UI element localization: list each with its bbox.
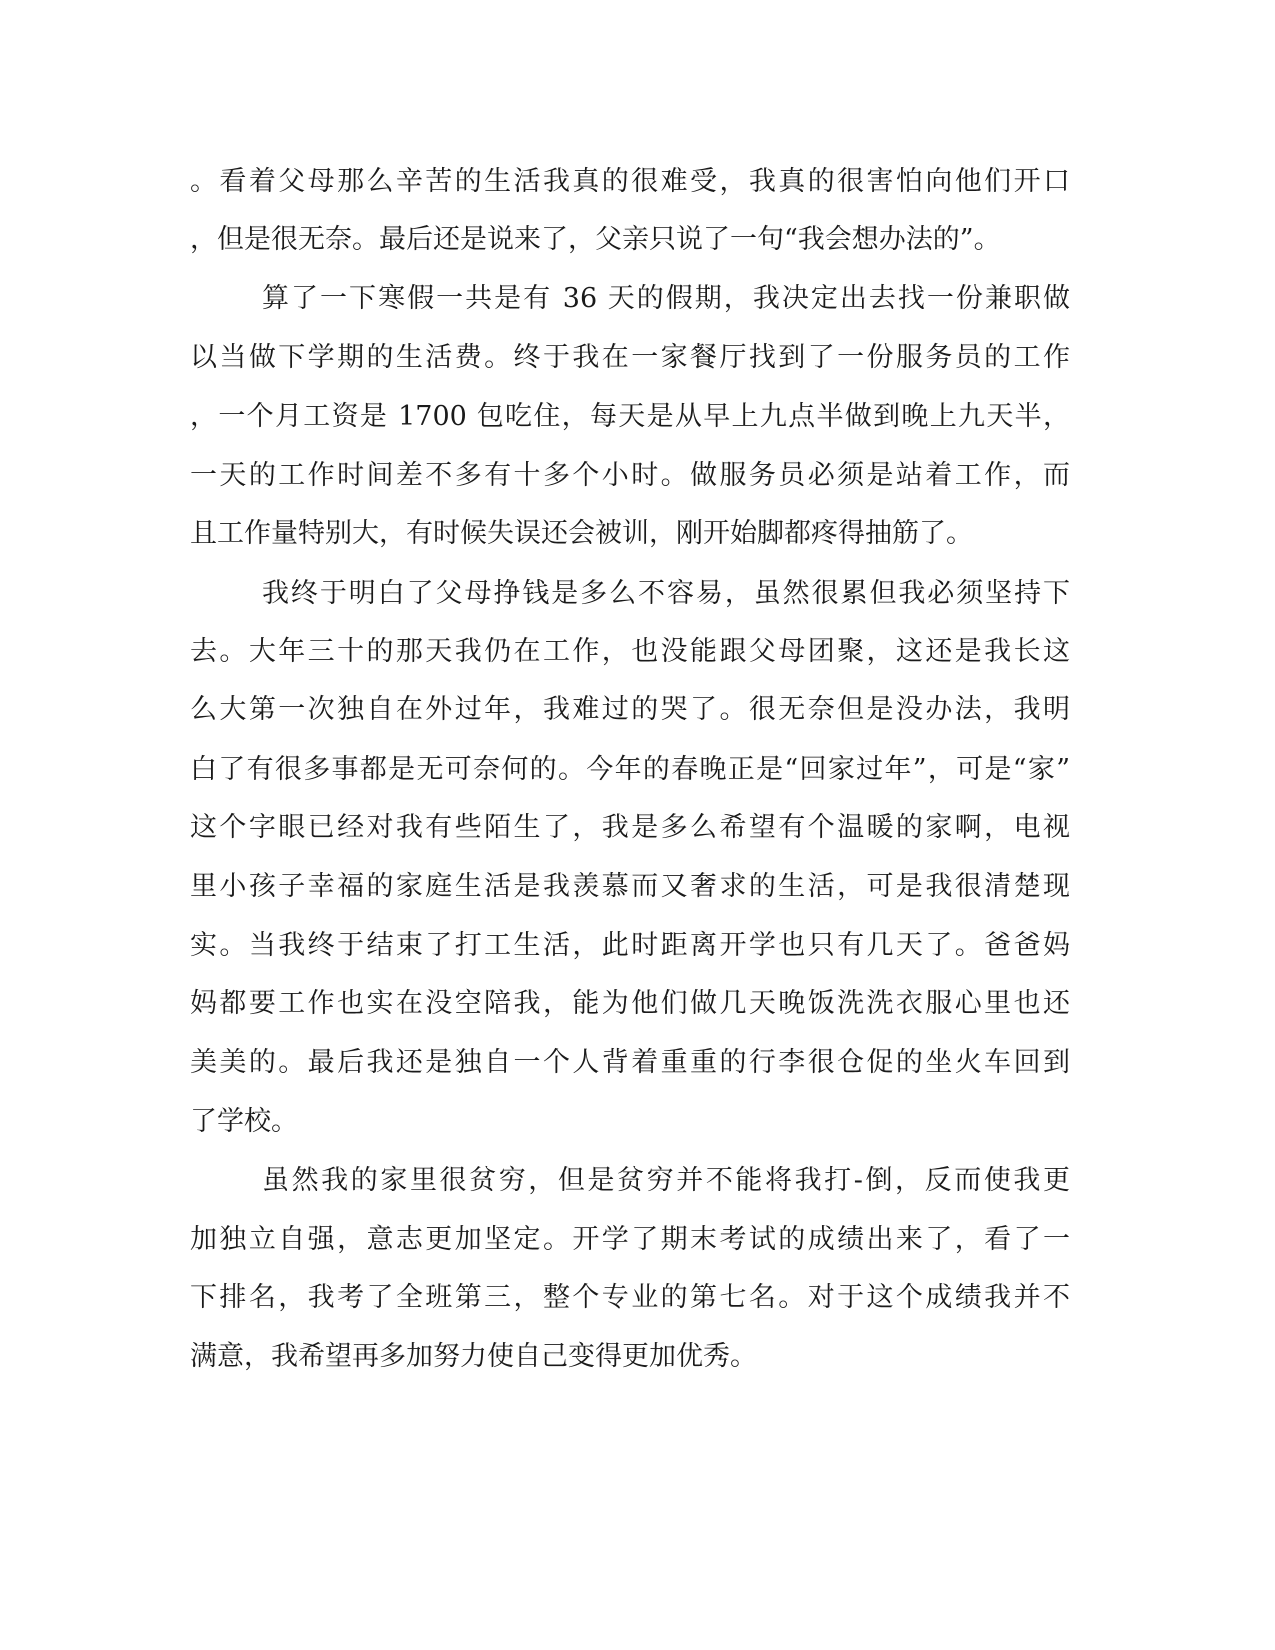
text-line: ，但是很无奈。最后还是说来了，父亲只说了一句“我会想办法的”。	[190, 224, 1001, 255]
paragraph-start-line: 虽然我的家里很贫穷，但是贫穷并不能将我打-倒，反而使我更	[262, 1165, 1070, 1196]
text-line: 一天的工作时间差不多有十多个小时。做服务员必须是站着工作，而	[190, 460, 1070, 491]
paragraph-start-line: 我终于明白了父母挣钱是多么不容易，虽然很累但我必须坚持下	[262, 578, 1070, 609]
text-line: 妈都要工作也实在没空陪我，能为他们做几天晚饭洗洗衣服心里也还	[190, 988, 1070, 1019]
text-line: 么大第一次独自在外过年，我难过的哭了。很无奈但是没办法，我明	[190, 694, 1070, 725]
text-line: 这个字眼已经对我有些陌生了，我是多么希望有个温暖的家啊，电视	[190, 812, 1070, 843]
text-line: 以当做下学期的生活费。终于我在一家餐厅找到了一份服务员的工作	[190, 342, 1070, 373]
paragraph-start-line: 算了一下寒假一共是有 36 天的假期，我决定出去找一份兼职做	[262, 283, 1070, 314]
text-line: 白了有很多事都是无可奈何的。今年的春晚正是“回家过年”，可是“家”	[190, 754, 1070, 785]
text-line: 里小孩子幸福的家庭生活是我羡慕而又奢求的生活，可是我很清楚现	[190, 871, 1070, 902]
text-line: 。看着父母那么辛苦的生活我真的很难受，我真的很害怕向他们开口	[190, 166, 1070, 197]
text-line: ，一个月工资是 1700 包吃住，每天是从早上九点半做到晚上九天半，	[190, 401, 1070, 432]
text-line: 且工作量特别大，有时候失误还会被训，刚开始脚都疼得抽筋了。	[190, 518, 973, 549]
text-line: 满意，我希望再多加努力使自己变得更加优秀。	[190, 1341, 757, 1372]
text-line: 去。大年三十的那天我仍在工作，也没能跟父母团聚，这还是我长这	[190, 636, 1070, 667]
text-line: 了学校。	[190, 1106, 298, 1137]
text-line: 美美的。最后我还是独自一个人背着重重的行李很仓促的坐火车回到	[190, 1047, 1070, 1078]
text-line: 加独立自强，意志更加坚定。开学了期末考试的成绩出来了，看了一	[190, 1224, 1070, 1255]
text-line: 实。当我终于结束了打工生活，此时距离开学也只有几天了。爸爸妈	[190, 930, 1070, 961]
text-line: 下排名，我考了全班第三，整个专业的第七名。对于这个成绩我并不	[190, 1282, 1070, 1313]
